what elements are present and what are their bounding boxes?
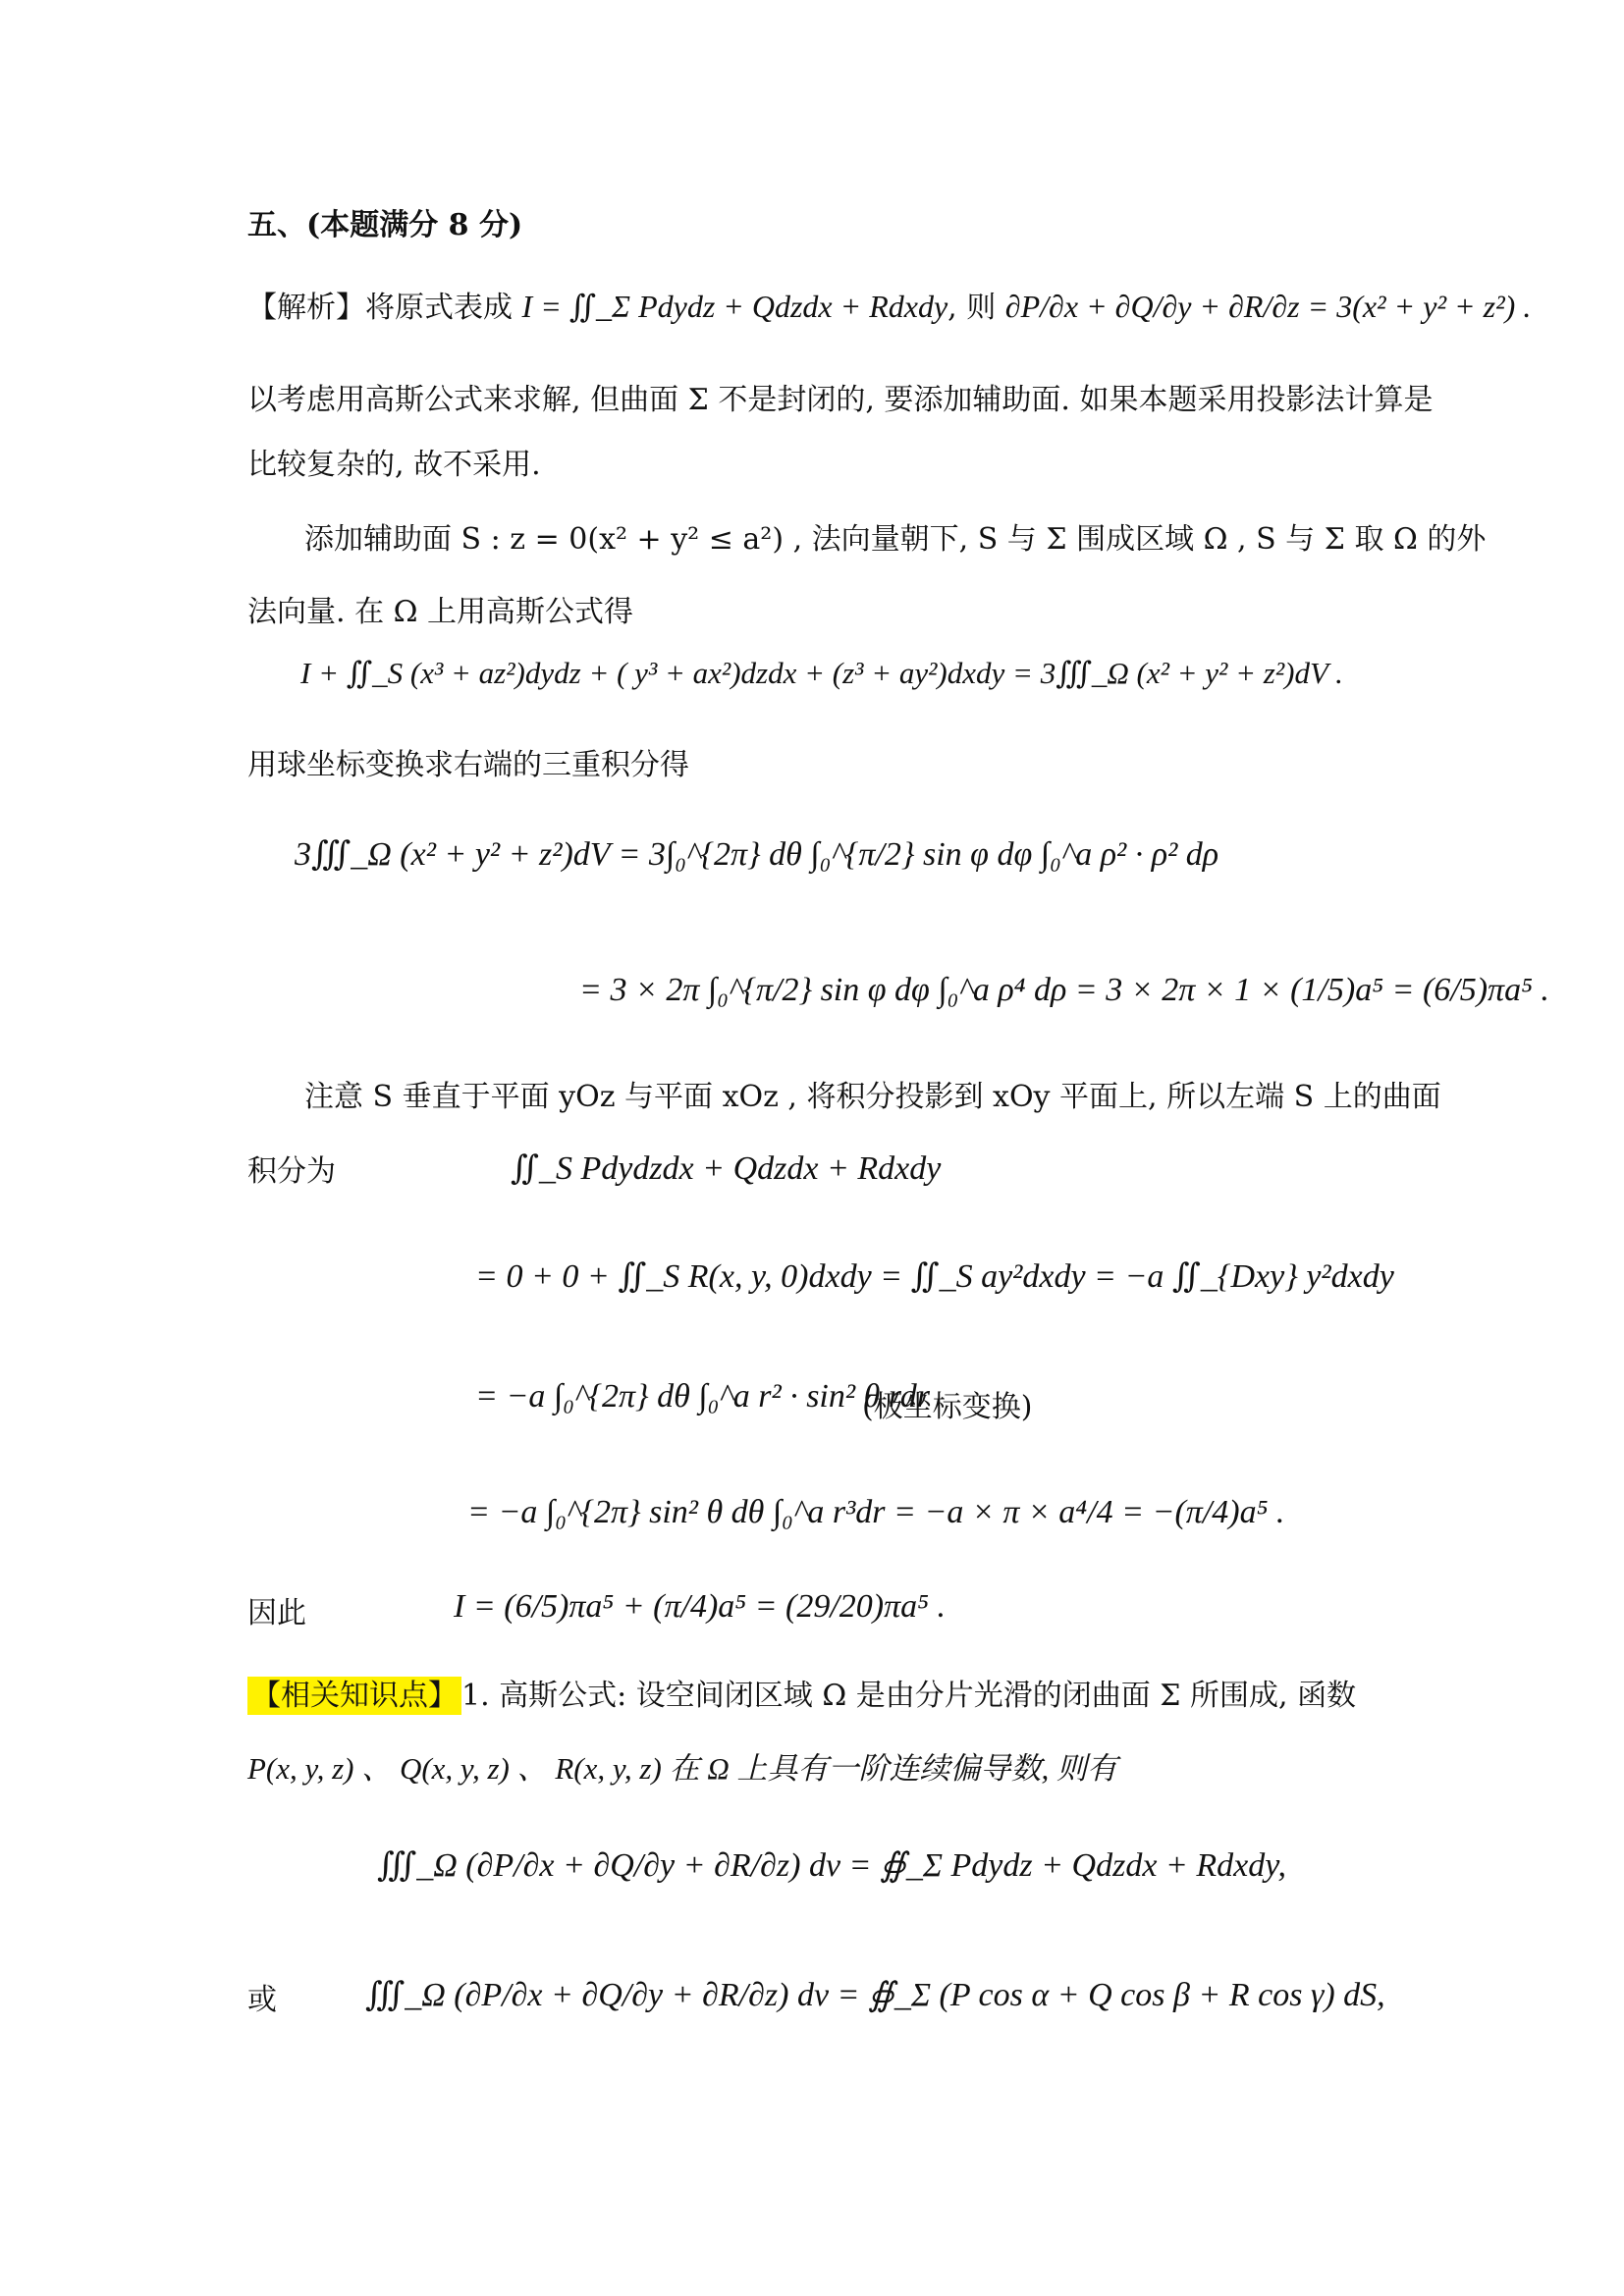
paragraph-4: 用球坐标变换求右端的三重积分得 — [247, 748, 689, 782]
knowledge-tag: 【相关知识点】 — [247, 1677, 461, 1715]
equation-gauss-formula-alt: ∭_Ω (∂P/∂x + ∂Q/∂y + ∂R/∂z) dv = ∯_Σ (P cos α + Q cos β + R cos γ) dS, — [365, 1977, 1385, 2013]
paragraph-5-label: 积分为 — [247, 1154, 336, 1189]
analysis-formula-b: ∂P/∂x + ∂Q/∂y + ∂R/∂z = 3(x² + y² + z²) . — [1004, 289, 1532, 324]
equation-surface-integral: ∬_S Pdydzdx + Qdzdx + Rdxdy — [511, 1150, 942, 1187]
equation-gauss-applied: I + ∬_S (x³ + az²)dydz + ( y³ + ax²)dzdx + (z³ + ay²)dxdy = 3∭_Ω (x² + y² + z²)dV . — [300, 656, 1343, 690]
analysis-text-b: , 则 — [947, 291, 997, 325]
conclusion-label: 因此 — [247, 1596, 306, 1630]
polar-note: (极坐标变换) — [862, 1390, 1033, 1424]
paragraph-3-line-2: 法向量. 在 Ω 上用高斯公式得 — [247, 595, 634, 629]
equation-result: I = (6/5)πa⁵ + (π/4)a⁵ = (29/20)πa⁵ . — [454, 1588, 946, 1625]
or-label: 或 — [247, 1983, 277, 2017]
equation-polar-1: = −a ∫₀^{2π} dθ ∫₀^a r² · sin² θ rdr — [475, 1378, 930, 1415]
analysis-line — [247, 283, 1531, 326]
analysis-tag: 【解析】 — [247, 291, 365, 325]
paragraph-2-line-1: 以考虑用高斯公式来求解, 但曲面 Σ 不是封闭的, 要添加辅助面. 如果本题采用投影法计算是 — [247, 383, 1434, 417]
analysis-formula-a: I = ∬_Σ Pdydz + Qdzdx + Rdxdy — [521, 289, 948, 324]
equation-polar-2: = −a ∫₀^{2π} sin² θ dθ ∫₀^a r³dr = −a × π × a⁴/4 = −(π/4)a⁵ . — [467, 1494, 1285, 1530]
knowledge-text-1: 1. 高斯公式: 设空间闭区域 Ω 是由分片光滑的闭曲面 Σ 所围成, 函数 — [461, 1679, 1357, 1713]
equation-spherical-1: 3∭_Ω (x² + y² + z²)dV = 3∫₀^{2π} dθ ∫₀^{π/2} sin φ dφ ∫₀^a ρ² · ρ² dρ — [295, 836, 1219, 873]
knowledge-line-1 — [247, 1671, 1356, 1714]
equation-surface-projection: = 0 + 0 + ∬_S R(x, y, 0)dxdy = ∬_S ay²dxdy = −a ∬_{Dxy} y²dxdy — [475, 1258, 1394, 1295]
equation-gauss-formula: ∭_Ω (∂P/∂x + ∂Q/∂y + ∂R/∂z) dv = ∯_Σ Pdydz + Qdzdx + Rdxdy, — [377, 1847, 1286, 1884]
analysis-text-a: 将原式表成 — [365, 291, 513, 325]
paragraph-3-line-1: 添加辅助面 S : z = 0(x² + y² ≤ a²) , 法向量朝下, S 与 Σ 围成区域 Ω , S 与 Σ 取 Ω 的外 — [304, 522, 1487, 557]
paragraph-2-line-2: 比较复杂的, 故不采用. — [247, 448, 541, 482]
paragraph-5-line-1: 注意 S 垂直于平面 yOz 与平面 xOz , 将积分投影到 xOy 平面上, 所以左端 S 上的曲面 — [304, 1080, 1441, 1114]
equation-spherical-2: = 3 × 2π ∫₀^{π/2} sin φ dφ ∫₀^a ρ⁴ dρ = 3 × 2π × 1 × (1/5)a⁵ = (6/5)πa⁵ . — [579, 972, 1549, 1008]
problem-heading: 五、(本题满分 8 分) — [247, 208, 523, 242]
knowledge-line-2: P(x, y, z) 、 Q(x, y, z) 、 R(x, y, z) 在 Ω 上具有一阶连续偏导数, 则有 — [247, 1751, 1117, 1786]
